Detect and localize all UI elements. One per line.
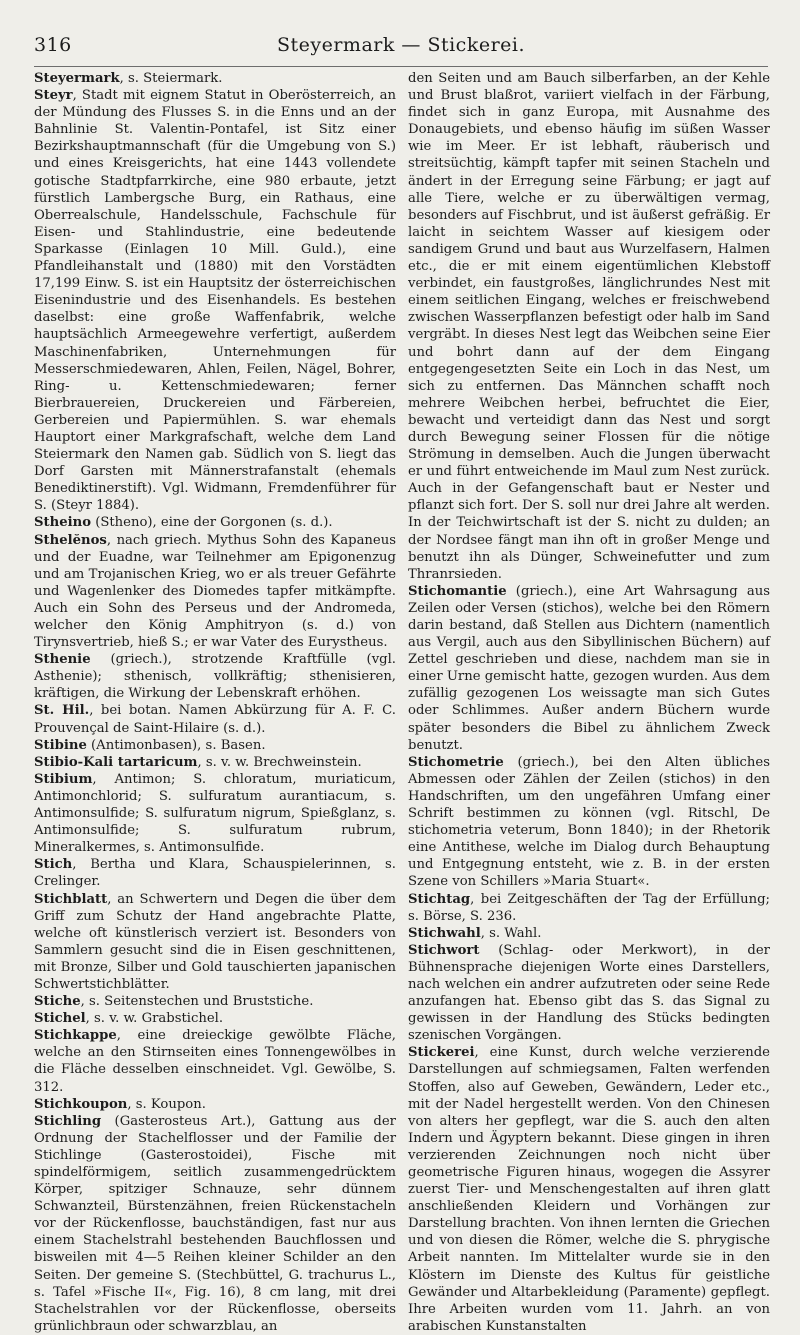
dictionary-entry bbox=[408, 70, 770, 583]
entry-text: , Antimon; S. chloratum, muriaticum, Antimonchlorid; S. sulfuratum aurantiacum, s. Antimonsulfide; S. sulfuratum nigrum, Spießglanz, s. Antimonsulfide; S. sulfuratum rubrum, Mineralkermes, s. Antimonsulfide. bbox=[34, 771, 396, 856]
entry-headword: Stich bbox=[34, 857, 73, 873]
dictionary-entry bbox=[34, 1010, 396, 1027]
dictionary-entry bbox=[34, 1096, 396, 1113]
entry-text: , Bertha und Klara, Schauspielerinnen, s. Crelinger. bbox=[34, 857, 396, 890]
entry-headword: Steyr bbox=[34, 88, 73, 104]
entry-headword: Sthelĕnos bbox=[34, 532, 107, 548]
dictionary-entry bbox=[34, 891, 396, 994]
dictionary-entry bbox=[34, 856, 396, 890]
entry-headword: Stiche bbox=[34, 994, 81, 1010]
entry-headword: Stichblatt bbox=[34, 891, 108, 907]
dictionary-entry bbox=[34, 754, 396, 771]
entry-headword: Stichomantie bbox=[408, 583, 507, 599]
entry-headword: St. Hil. bbox=[34, 703, 90, 719]
entry-headword: Stichometrie bbox=[408, 754, 504, 770]
entry-headword: Stichling bbox=[34, 1113, 102, 1129]
dictionary-entry bbox=[34, 651, 396, 702]
entry-headword: Steyermark bbox=[34, 71, 120, 86]
entry-headword: Stheino bbox=[34, 515, 91, 531]
entry-headword: Stichtag bbox=[408, 891, 471, 907]
running-title: Steyermark — Stickerei. bbox=[276, 34, 526, 56]
entry-headword: Stichkoupon bbox=[34, 1096, 128, 1112]
dictionary-entry bbox=[34, 1113, 396, 1335]
entry-text: , s. Wahl. bbox=[480, 925, 542, 941]
entry-headword: Sthenie bbox=[34, 652, 91, 668]
entry-headword: Stichkappe bbox=[34, 1028, 117, 1044]
page-header bbox=[34, 34, 768, 64]
dictionary-entry bbox=[34, 737, 396, 754]
entry-text: (griech.), eine Art Wahrsagung aus Zeilen oder Versen (stichos), welche bei den Römern darin bestand, daß Stellen aus Dichtern (namentlich aus Vergil, auch aus den Sibyllinischen Büchern) auf Zettel geschrieben und diese, nachdem man sie in einer Urne gemischt hatte, gezogen wurden. Aus dem zufällig gezogenen Los weissagte man sich Gutes oder Schlimmes. Außer andern Büchern wurde später besonders die Bibel zu ähnlichem Zweck benutzt. bbox=[408, 583, 770, 753]
entry-text: , s. Steiermark. bbox=[119, 71, 223, 86]
dictionary-entry bbox=[34, 532, 396, 652]
entry-text: , Stadt mit eignem Statut in Oberösterreich, an der Mündung des Flusses S. in die Enns und an der Bahnlinie St. Valentin-Pontafel, ist Sitz einer Bezirkshauptmannschaft (für die Umgebung von S.) und eines Kreisgerichts, hat eine 1443 vollendete gotische Stadtpfarrkirche, eine 980 erbaute, jetzt fürstlich Lambergsche Burg, ein Rathaus, eine Oberrealschule, Handelsschule, Fachschule für Eisen- und Stahlindustrie, eine bedeutende Sparkasse (Einlagen 10 Mill. Guld.), eine Pfandleihanstalt und (1880) mit den Vorstädten 17,199 Einw. S. ist ein Hauptsitz der österreichischen Eisenindustrie und des Eisenhandels. Es bestehen daselbst: eine große Waffenfabrik, welche hauptsächlich Armeegewehre verfertigt, außerdem Maschinenfabriken, Unternehmungen für Messerschmiedewaren, Ahlen, Feilen, Nägel, Bohrer, Ring- u. Kettenschmiedewaren; ferner Bierbrauereien, Druckereien und Färbereien, Gerbereien und Papiermühlen. S. war ehemals Hauptort einer Markgrafschaft, welche dem Land Steiermark den Namen gab. Südlich von S. liegt das Dorf Garsten mit Männerstrafanstalt (ehemals Benediktinerstift). Vgl. Widmann, Fremdenführer für S. (Steyr 1884). bbox=[34, 88, 396, 514]
entry-text: , s. v. w. Grabstichel. bbox=[85, 1011, 224, 1027]
entry-text: (griech.), strotzende Kraftfülle (vgl. Asthenie); sthenisch, vollkräftig; sthenisieren, kräftigen, die Wirkung der Lebenskraft erhöhen. bbox=[34, 652, 396, 702]
dictionary-entry bbox=[408, 891, 770, 925]
dictionary-entry bbox=[34, 771, 396, 856]
entry-text: , s. v. w. Brechweinstein. bbox=[197, 754, 362, 770]
entry-headword: Stibium bbox=[34, 771, 93, 787]
entry-text: , bei botan. Namen Abkürzung für A. F. C. Prouvençal de Saint-Hilaire (s. d.). bbox=[34, 703, 396, 736]
entry-text: , bei Zeitgeschäften der Tag der Erfüllung; s. Börse, S. 236. bbox=[408, 891, 770, 924]
entry-text: , s. Seitenstechen und Bruststiche. bbox=[80, 994, 314, 1010]
right-column bbox=[408, 70, 770, 1335]
entry-text: (Stheno), eine der Gorgonen (s. d.). bbox=[91, 515, 333, 531]
entry-headword: Stichel bbox=[34, 1011, 86, 1027]
dictionary-entry bbox=[34, 993, 396, 1010]
dictionary-entry bbox=[34, 1027, 396, 1095]
dictionary-entry bbox=[408, 754, 770, 891]
entry-headword: Stichwahl bbox=[408, 925, 481, 941]
dictionary-entry bbox=[34, 70, 396, 87]
entry-text: , s. Koupon. bbox=[127, 1096, 206, 1112]
dictionary-entry bbox=[408, 925, 770, 942]
dictionary-entry bbox=[34, 87, 396, 514]
entry-text: (Antimonbasen), s. Basen. bbox=[86, 737, 266, 753]
dictionary-entry bbox=[408, 583, 770, 754]
entry-text: (Gasterosteus Art.), Gattung aus der Ordnung der Stachelflosser und der Familie der Stichlinge (Gasterostoidei), Fische mit spindelförmigem, seitlich zusammengedrücktem Körper, spitziger Schnauze, sehr dünnem Schwanzteil, Bürstenzähnen, freien Rückenstacheln vor der Rückenflosse, bauchständigen, fast nur aus einem Stachelstrahl bestehenden Bauchflossen und bisweilen mit 4—5 Reihen kleiner Schilder an den Seiten. Der gemeine S. (Stechbüttel, G. trachurus L., s. Tafel »Fische II«, Fig. 16), 8 cm lang, mit drei Stachelstrahlen vor der Rückenflosse, oberseits grünlichbraun oder schwarzblau, an bbox=[34, 1113, 396, 1334]
entry-headword: Stickerei bbox=[408, 1045, 475, 1061]
entry-text: den Seiten und am Bauch silberfarben, an der Kehle und Brust blaßrot, variiert vielfach in der Färbung, findet sich in ganz Europa, mit Ausnahme des Donaugebiets, und ebenso häufig im süßen Wasser wie im Meer. Er ist lebhaft, räuberisch und streitsüchtig, kämpft tapfer mit seinen Stacheln und ändert in der Erregung seine Färbung; er jagt auf alle Tiere, welche er zu überwältigen vermag, besonders auf Fischbrut, und ist äußerst gefräßig. Er laicht in seichtem Wasser auf kiesigem oder sandigem Grund und baut aus Wurzelfasern, Halmen etc., die er mit einem eigentümlichen Klebstoff verbindet, ein faustgroßes, länglichrundes Nest mit einem seitlichen Eingang, welches er freischwebend zwischen Wasserpflanzen befestigt oder halb im Sand vergräbt. In dieses Nest legt das Weibchen seine Eier und bohrt dann auf der dem Eingang entgegengesetzten Seite ein Loch in das Nest, um sich zu entfernen. Das Männchen schafft noch mehrere Weibchen herbei, befruchtet die Eier, bewacht und verteidigt dann das Nest und sorgt durch Bewegung seiner Flossen für die nötige Strömung in demselben. Auch die Jungen überwacht er und führt entweichende im Maul zum Nest zurück. Auch in der Gefangenschaft baut er Nester und pflanzt sich fort. Der S. soll nur drei Jahre alt werden. In der Teichwirtschaft ist der S. nicht zu dulden; an der Nordsee fängt man ihn oft in großer Menge und benutzt ihn als Dünger, Schweinefutter und zum Thranrsieden. bbox=[408, 71, 770, 582]
entry-text: , eine dreieckige gewölbte Fläche, welche an den Stirnseiten eines Tonnengewölbes in die Fläche desselben einschneidet. Vgl. Gewölbe, S. 312. bbox=[34, 1028, 396, 1095]
header-rule bbox=[34, 66, 768, 67]
entry-text: , eine Kunst, durch welche verzierende Darstellungen auf schmiegsamen, Falten werfenden Stoffen, also auf Geweben, Gewändern, Leder etc., mit der Nadel hergestellt werden. Von den Chinesen von alters her gepflegt, war die S. auch den alten Indern und Ägyptern bekannt. Diese gingen in ihren verzierenden Zeichnungen noch nicht über geometrische Figuren hinaus, wogegen die Assyrer zuerst Tier- und Menschengestalten auf ihren glatt anschließenden Kleidern und Vorhängen zur Darstellung brachten. Von ihnen lernten die Griechen und von diesen die Römer, welche die S. phrygische Arbeit nannten. Im Mittelalter wurde sie in den Klöstern im Dienste des Kultus für geistliche Gewänder und Altarbekleidung (Paramente) gepflegt. Ihre Arbeiten wurden vom 11. Jahrh. an von arabischen Kunstanstalten bbox=[408, 1045, 770, 1334]
entry-text: , nach griech. Mythus Sohn des Kapaneus und der Euadne, war Teilnehmer am Epigonenzug und am Trojanischen Krieg, wo er als treuer Gefährte und Wagenlenker des Diomedes tapfer mitkämpfte. Auch ein Sohn des Perseus und der Andromeda, welcher den König Amphitryon (s. d.) von Tirynsvertrieb, hieß S.; er war Vater des Eurystheus. bbox=[34, 532, 396, 651]
dictionary-entry bbox=[34, 514, 396, 531]
entry-text: (griech.), bei den Alten übliches Abmessen oder Zählen der Zeilen (stichos) in den Handschriften, um den ungefähren Umfang einer Schrift bestimmen zu können (vgl. Ritschl, De stichometria veterum, Bonn 1840); in der Rhetorik eine Antithese, welche im Dialog durch Behauptung und Entgegnung entsteht, wie z. B. in der ersten Szene von Schillers »Maria Stuart«. bbox=[408, 754, 770, 890]
entry-headword: Stichwort bbox=[408, 942, 480, 958]
dictionary-entry bbox=[34, 702, 396, 736]
entry-headword: Stibine bbox=[34, 737, 87, 753]
left-column bbox=[34, 70, 396, 1335]
page-number: 316 bbox=[34, 34, 72, 56]
entry-text: , an Schwertern und Degen die über dem Griff zum Schutz der Hand angebrachte Platte, welche oft künstlerisch verziert ist. Besonders von Sammlern gesucht sind die in Eisen geschnittenen, mit Bronze, Silber und Gold tauschierten japanischen Schwertstichblätter. bbox=[34, 891, 396, 992]
entry-text: (Schlag- oder Merkwort), in der Bühnensprache diejenigen Worte eines Darstellers, nach welchen ein andrer aufzutreten oder seine Rede anzufangen hat. Ebenso gibt das S. das Signal zu gewissen in der Handlung des Stücks bedingten szenischen Vorgängen. bbox=[408, 942, 770, 1044]
dictionary-entry bbox=[408, 942, 770, 1045]
entry-headword: Stibio-Kali tartaricum bbox=[34, 754, 198, 770]
dictionary-entry bbox=[408, 1044, 770, 1335]
